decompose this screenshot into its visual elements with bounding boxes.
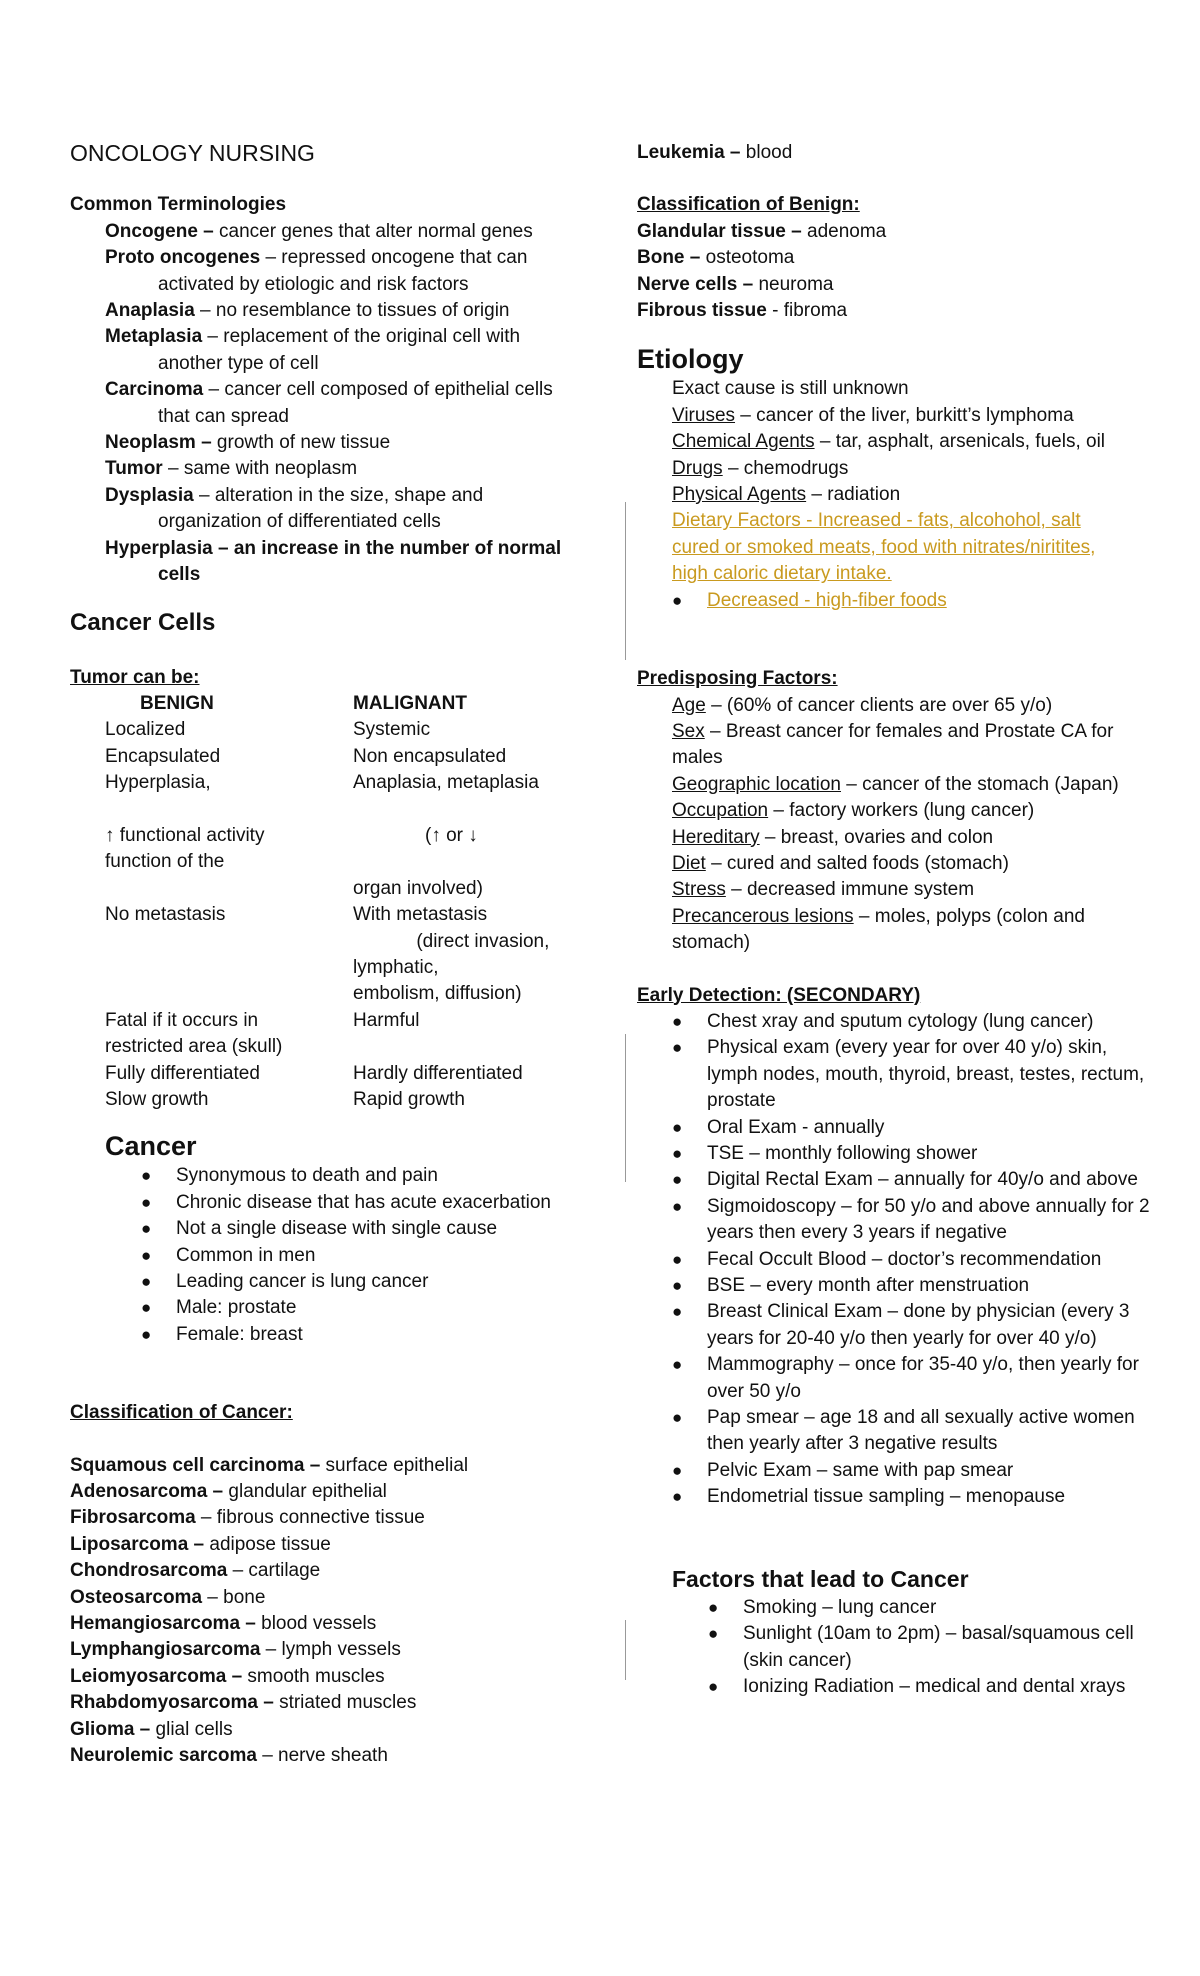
list-item: ● Male: prostate bbox=[141, 1295, 590, 1321]
dietary-factors-line: high caloric dietary intake. bbox=[672, 563, 892, 585]
common-terminologies-heading: Common Terminologies bbox=[70, 194, 287, 216]
list-item: Squamous cell carcinoma – surface epithelial bbox=[70, 1454, 469, 1476]
terminology-item: Neoplasm – growth of new tissue bbox=[105, 432, 391, 454]
classification-cancer-list bbox=[70, 1453, 590, 1770]
list-item: Bone – osteotoma bbox=[637, 247, 795, 269]
list-item: Stress – decreased immune system bbox=[672, 879, 975, 901]
margin-line-1 bbox=[625, 502, 626, 660]
terminology-item: Carcinoma – cancer cell composed of epithelial cells that can spread bbox=[105, 379, 553, 427]
dietary-factors-line: cured or smoked meats, food with nitrates/niritites, bbox=[672, 536, 1096, 558]
list-item: Fibrous tissue - fibroma bbox=[637, 300, 848, 322]
table-row: embolism, diffusion) bbox=[353, 983, 522, 1005]
terminology-item: Anaplasia – no resemblance to tissues of origin bbox=[105, 300, 510, 322]
cancer-bullets bbox=[105, 1163, 590, 1348]
decreased-bullet bbox=[672, 588, 1157, 614]
list-item: ● Smoking – lung cancer bbox=[708, 1595, 1157, 1621]
list-item: ● Physical exam (every year for over 40 y/o) skin, lymph nodes, mouth, thyroid, breast, testes, rectum, prostate bbox=[672, 1035, 1157, 1114]
table-row: Fatal if it occurs in Harmful bbox=[105, 1009, 420, 1031]
factors-heading: Factors that lead to Cancer bbox=[672, 1565, 969, 1592]
list-item: Physical Agents – radiation bbox=[672, 484, 901, 506]
list-item: Leiomyosarcoma – smooth muscles bbox=[70, 1665, 385, 1687]
list-item: Occupation – factory workers (lung cancer) bbox=[672, 800, 1035, 822]
terminology-item: Tumor – same with neoplasm bbox=[105, 458, 358, 480]
list-item: Chemical Agents – tar, asphalt, arsenicals, fuels, oil bbox=[672, 431, 1106, 453]
list-item: Osteosarcoma – bone bbox=[70, 1586, 266, 1608]
terminology-list bbox=[70, 219, 590, 589]
table-row: No metastasis With metastasis bbox=[105, 904, 488, 926]
early-detection-heading: Early Detection: (SECONDARY) bbox=[637, 984, 921, 1006]
leukemia-line: Leukemia – blood bbox=[637, 142, 793, 163]
list-item: Fibrosarcoma – fibrous connective tissue bbox=[70, 1507, 425, 1529]
etiology-list bbox=[637, 376, 1157, 614]
terminology-item: Proto oncogenes – repressed oncogene that can activated by etiologic and risk factors bbox=[105, 247, 528, 295]
list-item: ● Sunlight (10am to 2pm) – basal/squamous cell (skin cancer) bbox=[708, 1621, 1157, 1674]
etiology-intro: Exact cause is still unknown bbox=[672, 378, 909, 400]
tumor-heading: Tumor can be: bbox=[70, 666, 200, 688]
left-column bbox=[70, 140, 590, 1770]
list-item: ● Sigmoidoscopy – for 50 y/o and above annually for 2 years then every 3 years if negative bbox=[672, 1194, 1157, 1247]
list-item: ● BSE – every month after menstruation bbox=[672, 1273, 1157, 1299]
table-row bbox=[70, 797, 590, 823]
list-item: ● Endometrial tissue sampling – menopause bbox=[672, 1484, 1157, 1510]
list-item: ● TSE – monthly following shower bbox=[672, 1141, 1157, 1167]
table-row: (direct invasion, bbox=[416, 930, 550, 952]
cancer-cells-heading: Cancer Cells bbox=[70, 608, 216, 636]
tumor-comparison-table bbox=[70, 691, 590, 1113]
table-row: lymphatic, bbox=[353, 956, 439, 978]
list-item: Glioma – glial cells bbox=[70, 1718, 233, 1740]
list-item: ● Pap smear – age 18 and all sexually active women then yearly after 3 negative results bbox=[672, 1405, 1157, 1458]
terminology-item: Dysplasia – alteration in the size, shape and organization of differentiated cells bbox=[105, 484, 484, 533]
predisposing-list bbox=[637, 693, 1157, 957]
list-item: ● Common in men bbox=[141, 1243, 590, 1269]
margin-line-2 bbox=[625, 1034, 626, 1182]
list-item: ● Leading cancer is lung cancer bbox=[141, 1269, 590, 1295]
table-row: Fully differentiated Hardly differentiated bbox=[105, 1062, 523, 1084]
etiology-heading: Etiology bbox=[637, 344, 744, 375]
benign-header: BENIGN bbox=[140, 692, 214, 714]
list-item: ● Chest xray and sputum cytology (lung cancer) bbox=[672, 1009, 1157, 1035]
terminology-item: Hyperplasia – an increase in the number of normal cells bbox=[105, 537, 562, 586]
page-title: ONCOLOGY NURSING bbox=[70, 140, 315, 166]
list-item: Viruses – cancer of the liver, burkitt’s lymphoma bbox=[672, 404, 1074, 426]
list-item: ● Pelvic Exam – same with pap smear bbox=[672, 1458, 1157, 1484]
list-item: Rhabdomyosarcoma – striated muscles bbox=[70, 1692, 417, 1714]
list-item: Geographic location – cancer of the stomach (Japan) bbox=[672, 773, 1119, 795]
malignant-header: MALIGNANT bbox=[353, 692, 467, 714]
list-item: ● Synonymous to death and pain bbox=[141, 1163, 590, 1189]
list-item: ● Decreased - high-fiber foods bbox=[672, 588, 1157, 614]
table-row: Localized Systemic bbox=[105, 719, 431, 741]
list-item: ● Female: breast bbox=[141, 1322, 590, 1348]
table-row: organ involved) bbox=[353, 877, 483, 899]
list-item: Sex – Breast cancer for females and Prostate CA for males bbox=[672, 720, 1114, 769]
list-item: ● Digital Rectal Exam – annually for 40y/o and above bbox=[672, 1167, 1157, 1193]
right-column bbox=[637, 140, 1157, 1700]
list-item: ● Not a single disease with single cause bbox=[141, 1216, 590, 1242]
list-item: ● Breast Clinical Exam – done by physician (every 3 years for 20-40 y/o then yearly for over 40 y/o) bbox=[672, 1299, 1157, 1352]
terminology-item: Oncogene – cancer genes that alter normal genes bbox=[105, 220, 533, 242]
factors-bullets bbox=[708, 1595, 1157, 1701]
list-item: ● Fecal Occult Blood – doctor’s recommendation bbox=[672, 1247, 1157, 1273]
table-row: Hyperplasia, Anaplasia, metaplasia bbox=[105, 772, 539, 794]
list-item: Chondrosarcoma – cartilage bbox=[70, 1560, 321, 1582]
list-item: Drugs – chemodrugs bbox=[672, 457, 849, 479]
classification-benign-heading: Classification of Benign: bbox=[637, 194, 860, 216]
list-item: Hemangiosarcoma – blood vessels bbox=[70, 1613, 377, 1635]
classification-benign-list bbox=[637, 219, 1157, 325]
list-item: ● Chronic disease that has acute exacerbation bbox=[141, 1190, 590, 1216]
predisposing-heading: Predisposing Factors: bbox=[637, 668, 838, 690]
table-row: Encapsulated Non encapsulated bbox=[105, 745, 507, 767]
table-header-row bbox=[70, 691, 590, 717]
list-item: Age – (60% of cancer clients are over 65 y/o) bbox=[672, 694, 1053, 716]
table-row: Slow growth Rapid growth bbox=[105, 1088, 465, 1110]
classification-cancer-heading: Classification of Cancer: bbox=[70, 1402, 293, 1424]
list-item: Neurolemic sarcoma – nerve sheath bbox=[70, 1745, 388, 1767]
margin-line-3 bbox=[625, 1620, 626, 1680]
list-item: Lymphangiosarcoma – lymph vessels bbox=[70, 1639, 401, 1661]
list-item: Adenosarcoma – glandular epithelial bbox=[70, 1481, 387, 1503]
terminology-item: Metaplasia – replacement of the original cell with another type of cell bbox=[105, 326, 521, 374]
table-row: ↑ functional activity (↑ or ↓ bbox=[105, 824, 478, 846]
list-item: Precancerous lesions – moles, polyps (colon and stomach) bbox=[672, 905, 1085, 954]
early-detection-bullets bbox=[672, 1009, 1157, 1511]
list-item: Glandular tissue – adenoma bbox=[637, 220, 887, 242]
list-item: Hereditary – breast, ovaries and colon bbox=[672, 826, 994, 848]
list-item: Nerve cells – neuroma bbox=[637, 273, 834, 295]
list-item: ● Oral Exam - annually bbox=[672, 1115, 1157, 1141]
dietary-factors-line: Dietary Factors - Increased - fats, alcohohol, salt bbox=[672, 510, 1081, 532]
list-item: ● Mammography – once for 35-40 y/o, then yearly for over 50 y/o bbox=[672, 1352, 1157, 1405]
table-row: restricted area (skull) bbox=[105, 1036, 283, 1058]
table-row: function of the bbox=[105, 851, 225, 873]
list-item: Diet – cured and salted foods (stomach) bbox=[672, 852, 1009, 874]
list-item: ● Ionizing Radiation – medical and dental xrays bbox=[708, 1674, 1157, 1700]
list-item: Liposarcoma – adipose tissue bbox=[70, 1533, 331, 1555]
cancer-heading: Cancer bbox=[105, 1131, 197, 1162]
